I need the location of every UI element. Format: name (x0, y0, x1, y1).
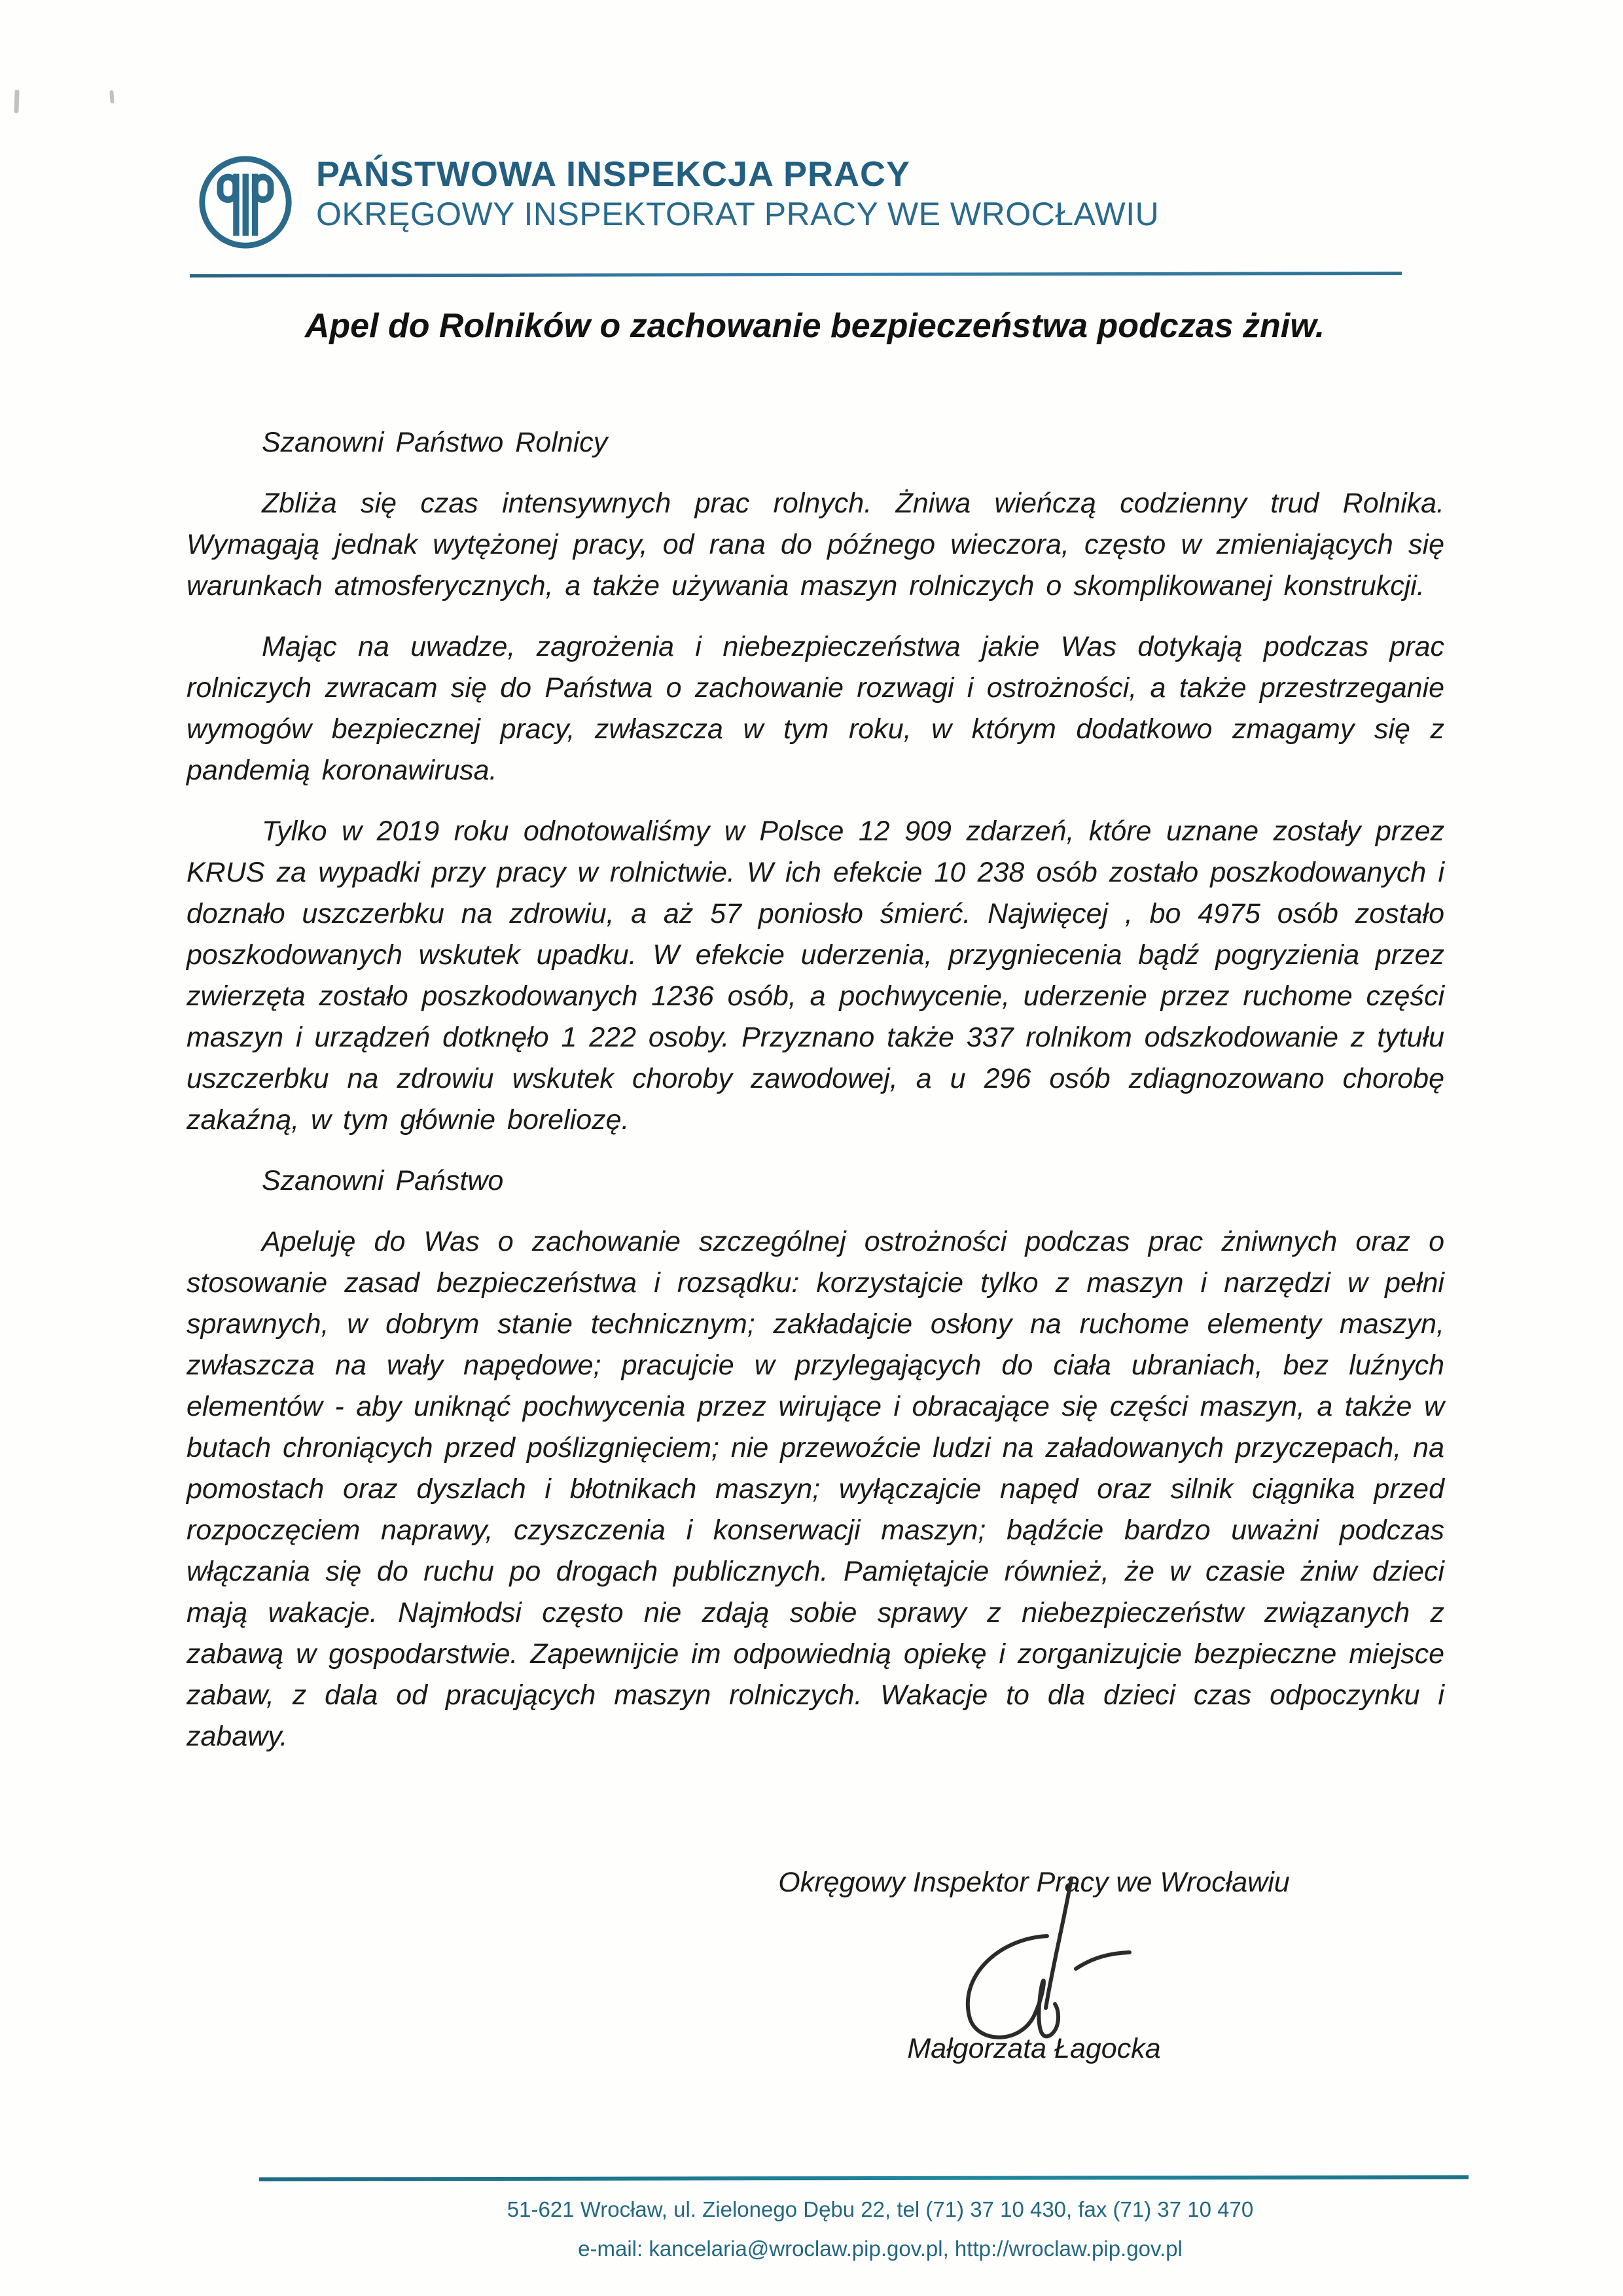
document-title: Apel do Rolników o zachowanie bezpieczeństwa podczas żniw. (304, 307, 1325, 345)
paragraph-intro: Zbliża się czas intensywnych prac rolnych. Żniwa wieńczą codzienny trud Rolnika. Wymagają jednak wytężonej pracy, od rana do późnego wieczora, często w zmieniających się warunkach atmosferycznych, a także używania maszyn rolniczych o skomplikowanej konstrukcji. (187, 488, 1444, 601)
handwritten-signature-image (936, 1876, 1145, 2059)
footer (262, 2190, 1499, 2269)
org-name: PAŃSTWOWA INSPEKCJA PRACY (316, 154, 911, 194)
signer-role: Okręgowy Inspektor Pracy we Wrocławiu (778, 1867, 1290, 1898)
scan-artifact (14, 90, 19, 113)
signer-name: Małgorzata Łagocka (907, 2033, 1161, 2064)
salutation: Szanowni Państwo (262, 1165, 504, 1196)
footer-contact: e-mail: kancelaria@wroclaw.pip.gov.pl, http://wroclaw.pip.gov.pl (578, 2236, 1183, 2261)
footer-divider (259, 2175, 1469, 2181)
paragraph-advice: Apeluję do Was o zachowanie szczególnej ostrożności podczas prac żniwnych oraz o stosowanie zasad bezpieczeństwa i rozsądku: korzystajcie tylko z maszyn i narzędzi w pełni sprawnych, w dobrym stanie technicznym; zakładajcie osłony na ruchome elementy maszyn, zwłaszcza na wały napędowe; pracujcie w przylegających do ciała ubraniach, bez luźnych elementów - aby uniknąć pochwycenia przez wirujące i obracające się części maszyn, a także w butach chroniących przed poślizgnięciem; nie przewoźcie ludzi na załadowanych przyczepach, na pomostach oraz dyszlach i błotnikach maszyn; wyłączajcie napęd oraz silnik ciągnika przed rozpoczęciem naprawy, czyszczenia i konserwacji maszyn; bądźcie bardzo uważni podczas włączania się do ruchu po drogach publicznych. Pamiętajcie również, że w czasie żniw dzieci mają wakacje. Najmłodsi często nie zdają sobie sprawy z niebezpieczeństw związanych z zabawą w gospodarstwie. Zapewnijcie im odpowiednią opiekę i zorganizujcie bezpieczne miejsce zabaw, z dala od pracujących maszyn rolniczych. Wakacje to dla dzieci czas odpoczynku i zabawy. (187, 1226, 1444, 1752)
salutation: Szanowni Państwo Rolnicy (262, 427, 608, 458)
footer-address: 51-621 Wrocław, ul. Zielonego Dębu 22, tel (71) 37 10 430, fax (71) 37 10 470 (507, 2197, 1254, 2221)
paragraph-appeal: Mając na uwadze, zagrożenia i niebezpieczeństwa jakie Was dotykają podczas prac rolniczych zwracam się do Państwa o zachowanie rozwagi i ostrożności, a także przestrzeganie wymogów bezpiecznej pracy, zwłaszcza w tym roku, w którym dodatkowo zmagamy się z pandemią koronawirusa. (187, 631, 1444, 786)
letter-body (187, 422, 1444, 1777)
pip-logo-icon (194, 151, 297, 254)
scan-artifact (109, 90, 114, 103)
letterhead (316, 153, 1159, 233)
org-unit: OKRĘGOWY INSPEKTORAT PRACY WE WROCŁAWIU (316, 196, 1160, 232)
header-divider (190, 272, 1402, 278)
paragraph-statistics: Tylko w 2019 roku odnotowaliśmy w Polsce 12 909 zdarzeń, które uznane zostały przez KRUS za wypadki przy pracy w rolnictwie. W ich efekcie 10 238 osób zostało poszkodowanych i doznało uszczerbku na zdrowiu, a aż 57 poniosło śmierć. Najwięcej , bo 4975 osób zostało poszkodowanych wskutek upadku. W efekcie uderzenia, przygniecenia bądź pogryzienia przez zwierzęta zostało poszkodowanych 1236 osób, a pochwycenie, uderzenie przez ruchome części maszyn i urządzeń dotknęło 1 222 osoby. Przyznano także 337 rolnikom odszkodowanie z tytułu uszczerbku na zdrowiu wskutek choroby zawodowej, a u 296 osób zdiagnozowano chorobę zakaźną, w tym głównie boreliozę. (187, 816, 1444, 1136)
